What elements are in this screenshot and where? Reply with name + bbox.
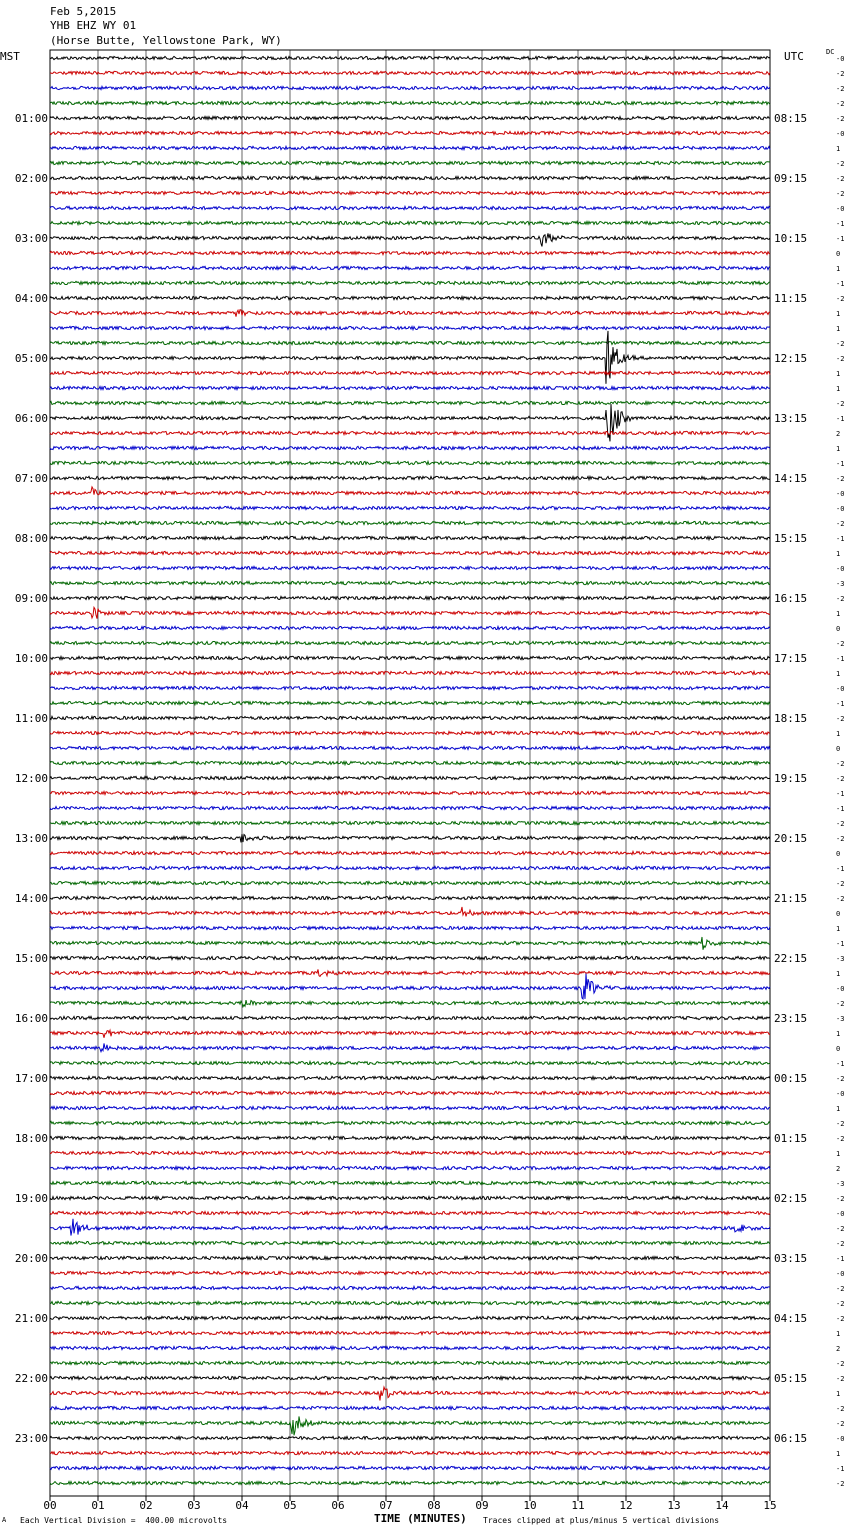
seismic-trace bbox=[50, 331, 770, 384]
seismic-trace bbox=[50, 146, 770, 149]
dc-offset-label: -2 bbox=[836, 640, 845, 648]
seismic-trace bbox=[50, 956, 770, 959]
seismic-trace bbox=[50, 746, 770, 749]
seismic-trace bbox=[50, 251, 770, 254]
seismic-trace bbox=[50, 101, 770, 104]
x-tick-label: 11 bbox=[571, 1499, 585, 1512]
left-hour-label: 18:00 bbox=[14, 1132, 48, 1145]
dc-offset-label: -2 bbox=[836, 1225, 845, 1233]
dc-offset-label: -2 bbox=[836, 1315, 845, 1323]
dc-offset-label: -1 bbox=[836, 940, 845, 948]
seismic-trace bbox=[50, 401, 770, 404]
seismic-trace bbox=[50, 1376, 770, 1379]
seismic-trace bbox=[50, 881, 770, 884]
x-tick-label: 07 bbox=[379, 1499, 393, 1512]
left-hour-label: 14:00 bbox=[14, 892, 48, 905]
dc-offset-label: -2 bbox=[836, 190, 845, 198]
x-tick-label: 08 bbox=[427, 1499, 441, 1512]
dc-offset-label: -1 bbox=[836, 235, 845, 243]
right-hour-label: 16:15 bbox=[774, 592, 808, 605]
dc-offset-label: 1 bbox=[836, 1105, 841, 1113]
dc-offset-label: 1 bbox=[836, 370, 841, 378]
dc-offset-label: -0 bbox=[836, 205, 845, 213]
dc-offset-label: 1 bbox=[836, 1150, 841, 1158]
x-tick-label: 09 bbox=[475, 1499, 489, 1512]
seismic-trace bbox=[50, 404, 770, 441]
dc-offset-label: -0 bbox=[836, 55, 845, 63]
dc-offset-label: -2 bbox=[836, 1300, 845, 1308]
dc-offset-label: -2 bbox=[836, 1405, 845, 1413]
dc-offset-label: -0 bbox=[836, 1270, 845, 1278]
dc-offset-label: -2 bbox=[836, 1195, 845, 1203]
dc-offset-label: -2 bbox=[836, 595, 845, 603]
seismic-trace bbox=[50, 937, 770, 950]
left-hour-label: 02:00 bbox=[14, 172, 48, 185]
seismic-trace bbox=[50, 1316, 770, 1319]
left-hour-label: 19:00 bbox=[14, 1192, 48, 1205]
dc-offset-label: -2 bbox=[836, 70, 845, 78]
dc-offset-label: -2 bbox=[836, 880, 845, 888]
left-hour-label: 22:00 bbox=[14, 1372, 48, 1385]
seismic-trace bbox=[50, 71, 770, 74]
left-hour-label: 11:00 bbox=[14, 712, 48, 725]
seismic-trace bbox=[50, 907, 770, 916]
dc-offset-label: -3 bbox=[836, 955, 845, 963]
dc-offset-label: 2 bbox=[836, 1165, 841, 1173]
seismic-trace bbox=[50, 716, 770, 719]
dc-offset-label: -0 bbox=[836, 1090, 845, 1098]
x-tick-label: 13 bbox=[667, 1499, 681, 1512]
right-hour-label: 14:15 bbox=[774, 472, 808, 485]
dc-offset-label: -2 bbox=[836, 820, 845, 828]
right-hour-label: 04:15 bbox=[774, 1312, 808, 1325]
dc-offset-label: -2 bbox=[836, 1075, 845, 1083]
plot-date: Feb 5,2015 bbox=[50, 5, 117, 18]
seismic-trace bbox=[50, 371, 770, 374]
dc-offset-label: -2 bbox=[836, 160, 845, 168]
right-hour-label: 09:15 bbox=[774, 172, 808, 185]
dc-offset-label: 1 bbox=[836, 670, 841, 678]
right-hour-label: 06:15 bbox=[774, 1432, 808, 1445]
seismic-trace bbox=[50, 521, 770, 524]
dc-offset-label: -1 bbox=[836, 655, 845, 663]
dc-offset-label: 1 bbox=[836, 325, 841, 333]
seismic-trace bbox=[50, 1387, 770, 1400]
dc-offset-label: -3 bbox=[836, 580, 845, 588]
right-hour-label: 15:15 bbox=[774, 532, 808, 545]
x-tick-label: 00 bbox=[43, 1499, 57, 1512]
plot-frame bbox=[50, 50, 770, 1496]
dc-offset-label: 1 bbox=[836, 145, 841, 153]
seismic-trace bbox=[50, 671, 770, 674]
dc-offset-label: -2 bbox=[836, 100, 845, 108]
seismic-trace bbox=[50, 806, 770, 809]
dc-offset-label: 1 bbox=[836, 925, 841, 933]
seismic-trace bbox=[50, 1091, 770, 1094]
dc-offset-label: 2 bbox=[836, 1345, 841, 1353]
seismic-trace bbox=[50, 310, 770, 317]
seismic-trace bbox=[50, 896, 770, 899]
left-hour-label: 04:00 bbox=[14, 292, 48, 305]
right-hour-label: 03:15 bbox=[774, 1252, 808, 1265]
seismic-trace bbox=[50, 1016, 770, 1019]
seismic-trace bbox=[50, 607, 770, 618]
corner-mark: A bbox=[2, 1516, 7, 1524]
dc-offset-label: -0 bbox=[836, 1435, 845, 1443]
seismic-trace bbox=[50, 431, 770, 434]
left-hour-label: 01:00 bbox=[14, 112, 48, 125]
dc-offset-label: -2 bbox=[836, 355, 845, 363]
dc-offset-label: -2 bbox=[836, 1120, 845, 1128]
seismic-trace bbox=[50, 1151, 770, 1154]
seismic-trace bbox=[50, 761, 770, 764]
seismic-trace bbox=[50, 1361, 770, 1364]
dc-offset-label: 0 bbox=[836, 850, 841, 858]
dc-offset-label: -2 bbox=[836, 400, 845, 408]
dc-offset-label: -2 bbox=[836, 715, 845, 723]
seismic-trace bbox=[50, 1166, 770, 1169]
dc-offset-label: 0 bbox=[836, 910, 841, 918]
x-tick-label: 15 bbox=[763, 1499, 777, 1512]
seismic-trace bbox=[50, 551, 770, 554]
seismic-trace bbox=[50, 1256, 770, 1259]
dc-offset-label: 0 bbox=[836, 745, 841, 753]
seismic-trace bbox=[50, 926, 770, 929]
seismic-trace bbox=[50, 281, 770, 284]
right-hour-label: 10:15 bbox=[774, 232, 808, 245]
seismic-trace bbox=[50, 626, 770, 629]
seismic-trace bbox=[50, 221, 770, 224]
seismic-trace bbox=[50, 1030, 770, 1038]
x-tick-label: 06 bbox=[331, 1499, 345, 1512]
dc-offset-label: 1 bbox=[836, 610, 841, 618]
seismic-trace bbox=[50, 1121, 770, 1124]
left-hour-label: 05:00 bbox=[14, 352, 48, 365]
dc-offset-label: 0 bbox=[836, 250, 841, 258]
right-hour-label: 01:15 bbox=[774, 1132, 808, 1145]
dc-offset-label: -1 bbox=[836, 865, 845, 873]
seismic-trace bbox=[50, 1196, 770, 1199]
dc-offset-label: -1 bbox=[836, 700, 845, 708]
left-hour-label: 10:00 bbox=[14, 652, 48, 665]
dc-offset-label: -2 bbox=[836, 520, 845, 528]
scale-note: Each Vertical Division = 400.00 microvolts bbox=[20, 1516, 228, 1525]
dc-offset-label: -2 bbox=[836, 1420, 845, 1428]
dc-offset-label: -0 bbox=[836, 130, 845, 138]
seismic-trace bbox=[50, 487, 770, 495]
dc-offset-label: -1 bbox=[836, 1255, 845, 1263]
dc-offset-label: -2 bbox=[836, 775, 845, 783]
x-tick-label: 05 bbox=[283, 1499, 297, 1512]
seismic-trace bbox=[50, 536, 770, 539]
seismic-trace bbox=[50, 86, 770, 89]
right-hour-label: 17:15 bbox=[774, 652, 808, 665]
seismic-trace bbox=[50, 1000, 770, 1007]
dc-offset-label: -2 bbox=[836, 85, 845, 93]
seismic-trace bbox=[50, 731, 770, 734]
dc-offset-label: 1 bbox=[836, 970, 841, 978]
dc-offset-label: 1 bbox=[836, 1390, 841, 1398]
seismic-trace bbox=[50, 974, 770, 999]
dc-offset-label: -1 bbox=[836, 460, 845, 468]
right-hour-label: 19:15 bbox=[774, 772, 808, 785]
seismic-trace bbox=[50, 1301, 770, 1304]
right-hour-label: 22:15 bbox=[774, 952, 808, 965]
dc-offset-label: 0 bbox=[836, 625, 841, 633]
seismic-trace bbox=[50, 476, 770, 479]
right-hour-label: 00:15 bbox=[774, 1072, 808, 1085]
dc-offset-header: DC bbox=[826, 48, 835, 56]
seismic-trace bbox=[50, 1481, 770, 1484]
dc-offset-label: -1 bbox=[836, 220, 845, 228]
left-hour-label: 17:00 bbox=[14, 1072, 48, 1085]
seismic-trace bbox=[50, 1136, 770, 1139]
x-tick-label: 01 bbox=[91, 1499, 105, 1512]
seismic-trace bbox=[50, 566, 770, 569]
dc-offset-label: -1 bbox=[836, 1060, 845, 1068]
x-tick-label: 03 bbox=[187, 1499, 201, 1512]
dc-offset-label: -3 bbox=[836, 1015, 845, 1023]
x-axis-title: TIME (MINUTES) bbox=[374, 1512, 467, 1525]
dc-offset-label: -2 bbox=[836, 340, 845, 348]
seismic-trace bbox=[50, 821, 770, 824]
left-hour-label: 07:00 bbox=[14, 472, 48, 485]
seismic-trace bbox=[50, 1346, 770, 1349]
dc-offset-label: -1 bbox=[836, 1465, 845, 1473]
x-tick-label: 14 bbox=[715, 1499, 729, 1512]
seismic-trace bbox=[50, 1406, 770, 1409]
right-hour-label: 08:15 bbox=[774, 112, 808, 125]
dc-offset-label: -1 bbox=[836, 535, 845, 543]
seismic-trace bbox=[50, 656, 770, 659]
dc-offset-label: 1 bbox=[836, 445, 841, 453]
seismic-trace bbox=[50, 461, 770, 464]
dc-offset-label: 1 bbox=[836, 1330, 841, 1338]
left-hour-label: 12:00 bbox=[14, 772, 48, 785]
dc-offset-label: -2 bbox=[836, 475, 845, 483]
dc-offset-label: -1 bbox=[836, 280, 845, 288]
seismic-trace bbox=[50, 1271, 770, 1274]
seismic-trace bbox=[50, 596, 770, 599]
left-hour-label: 03:00 bbox=[14, 232, 48, 245]
dc-offset-label: -0 bbox=[836, 505, 845, 513]
left-hour-label: 21:00 bbox=[14, 1312, 48, 1325]
dc-offset-label: 1 bbox=[836, 730, 841, 738]
right-hour-label: 02:15 bbox=[774, 1192, 808, 1205]
dc-offset-label: 1 bbox=[836, 310, 841, 318]
seismic-trace bbox=[50, 969, 770, 976]
seismic-trace bbox=[50, 1286, 770, 1289]
dc-offset-label: -2 bbox=[836, 895, 845, 903]
left-hour-label: 06:00 bbox=[14, 412, 48, 425]
seismic-trace bbox=[50, 1219, 770, 1236]
x-tick-label: 02 bbox=[139, 1499, 153, 1512]
seismic-trace bbox=[50, 1211, 770, 1214]
dc-offset-label: 1 bbox=[836, 1030, 841, 1038]
seismic-trace bbox=[50, 1466, 770, 1469]
seismic-trace bbox=[50, 161, 770, 164]
seismic-trace bbox=[50, 581, 770, 584]
dc-offset-label: 2 bbox=[836, 430, 841, 438]
dc-offset-label: -2 bbox=[836, 295, 845, 303]
left-hour-label: 13:00 bbox=[14, 832, 48, 845]
dc-offset-label: -2 bbox=[836, 1360, 845, 1368]
seismic-trace bbox=[50, 116, 770, 119]
right-hour-label: 11:15 bbox=[774, 292, 808, 305]
seismic-trace bbox=[50, 1181, 770, 1184]
seismic-trace bbox=[50, 1436, 770, 1439]
seismic-trace bbox=[50, 776, 770, 779]
dc-offset-label: -2 bbox=[836, 1375, 845, 1383]
dc-offset-label: -0 bbox=[836, 490, 845, 498]
left-hour-label: 09:00 bbox=[14, 592, 48, 605]
dc-offset-label: -2 bbox=[836, 1285, 845, 1293]
right-hour-label: 05:15 bbox=[774, 1372, 808, 1385]
dc-offset-label: -0 bbox=[836, 685, 845, 693]
seismic-trace bbox=[50, 446, 770, 449]
seismic-trace bbox=[50, 1241, 770, 1244]
seismic-trace bbox=[50, 233, 770, 246]
seismic-trace bbox=[50, 176, 770, 179]
right-hour-label: 21:15 bbox=[774, 892, 808, 905]
seismic-trace bbox=[50, 1451, 770, 1454]
seismic-trace bbox=[50, 296, 770, 299]
dc-offset-label: -2 bbox=[836, 1000, 845, 1008]
seismic-trace bbox=[50, 506, 770, 509]
seismic-trace bbox=[50, 1061, 770, 1064]
seismic-trace bbox=[50, 834, 770, 842]
seismic-trace bbox=[50, 1043, 770, 1051]
dc-offset-label: 1 bbox=[836, 265, 841, 273]
x-tick-label: 10 bbox=[523, 1499, 537, 1512]
dc-offset-label: -0 bbox=[836, 985, 845, 993]
dc-offset-label: -2 bbox=[836, 760, 845, 768]
x-tick-label: 12 bbox=[619, 1499, 633, 1512]
right-hour-label: 12:15 bbox=[774, 352, 808, 365]
dc-offset-label: -1 bbox=[836, 415, 845, 423]
dc-offset-label: -2 bbox=[836, 1480, 845, 1488]
dc-offset-label: -2 bbox=[836, 115, 845, 123]
clip-note: Traces clipped at plus/minus 5 vertical divisions bbox=[483, 1516, 720, 1525]
dc-offset-label: -1 bbox=[836, 805, 845, 813]
seismic-trace bbox=[50, 791, 770, 794]
dc-offset-label: 0 bbox=[836, 1045, 841, 1053]
left-hour-label: 20:00 bbox=[14, 1252, 48, 1265]
seismic-trace bbox=[50, 1331, 770, 1334]
x-tick-label: 04 bbox=[235, 1499, 249, 1512]
dc-offset-label: -2 bbox=[836, 1240, 845, 1248]
dc-offset-label: -2 bbox=[836, 835, 845, 843]
dc-offset-label: -3 bbox=[836, 1180, 845, 1188]
right-hour-label: 13:15 bbox=[774, 412, 808, 425]
seismic-trace bbox=[50, 851, 770, 854]
seismic-trace bbox=[50, 866, 770, 869]
dc-offset-label: -2 bbox=[836, 1135, 845, 1143]
seismic-trace bbox=[50, 386, 770, 389]
seismic-trace bbox=[50, 206, 770, 209]
dc-offset-label: -0 bbox=[836, 1210, 845, 1218]
station-location: (Horse Butte, Yellowstone Park, WY) bbox=[50, 34, 282, 47]
station-code: YHB EHZ WY 01 bbox=[50, 19, 137, 32]
dc-offset-label: 1 bbox=[836, 1450, 841, 1458]
seismic-trace bbox=[50, 686, 770, 689]
seismic-trace bbox=[50, 131, 770, 134]
right-hour-label: 18:15 bbox=[774, 712, 808, 725]
left-hour-label: 08:00 bbox=[14, 532, 48, 545]
seismic-trace bbox=[50, 1416, 770, 1435]
seismic-trace bbox=[50, 56, 770, 59]
dc-offset-label: 1 bbox=[836, 385, 841, 393]
right-timezone-label: UTC bbox=[784, 50, 804, 63]
seismic-trace bbox=[50, 1106, 770, 1109]
left-hour-label: 23:00 bbox=[14, 1432, 48, 1445]
left-timezone-label: MST bbox=[0, 50, 20, 63]
dc-offset-label: -2 bbox=[836, 175, 845, 183]
left-hour-label: 15:00 bbox=[14, 952, 48, 965]
seismic-trace bbox=[50, 641, 770, 644]
dc-offset-label: -0 bbox=[836, 565, 845, 573]
left-hour-label: 16:00 bbox=[14, 1012, 48, 1025]
right-hour-label: 23:15 bbox=[774, 1012, 808, 1025]
dc-offset-label: -1 bbox=[836, 790, 845, 798]
seismic-trace bbox=[50, 266, 770, 269]
seismic-trace bbox=[50, 701, 770, 704]
seismic-trace bbox=[50, 191, 770, 194]
dc-offset-label: 1 bbox=[836, 550, 841, 558]
seismic-trace bbox=[50, 1076, 770, 1079]
right-hour-label: 20:15 bbox=[774, 832, 808, 845]
seismic-trace bbox=[50, 341, 770, 344]
seismic-trace bbox=[50, 326, 770, 329]
